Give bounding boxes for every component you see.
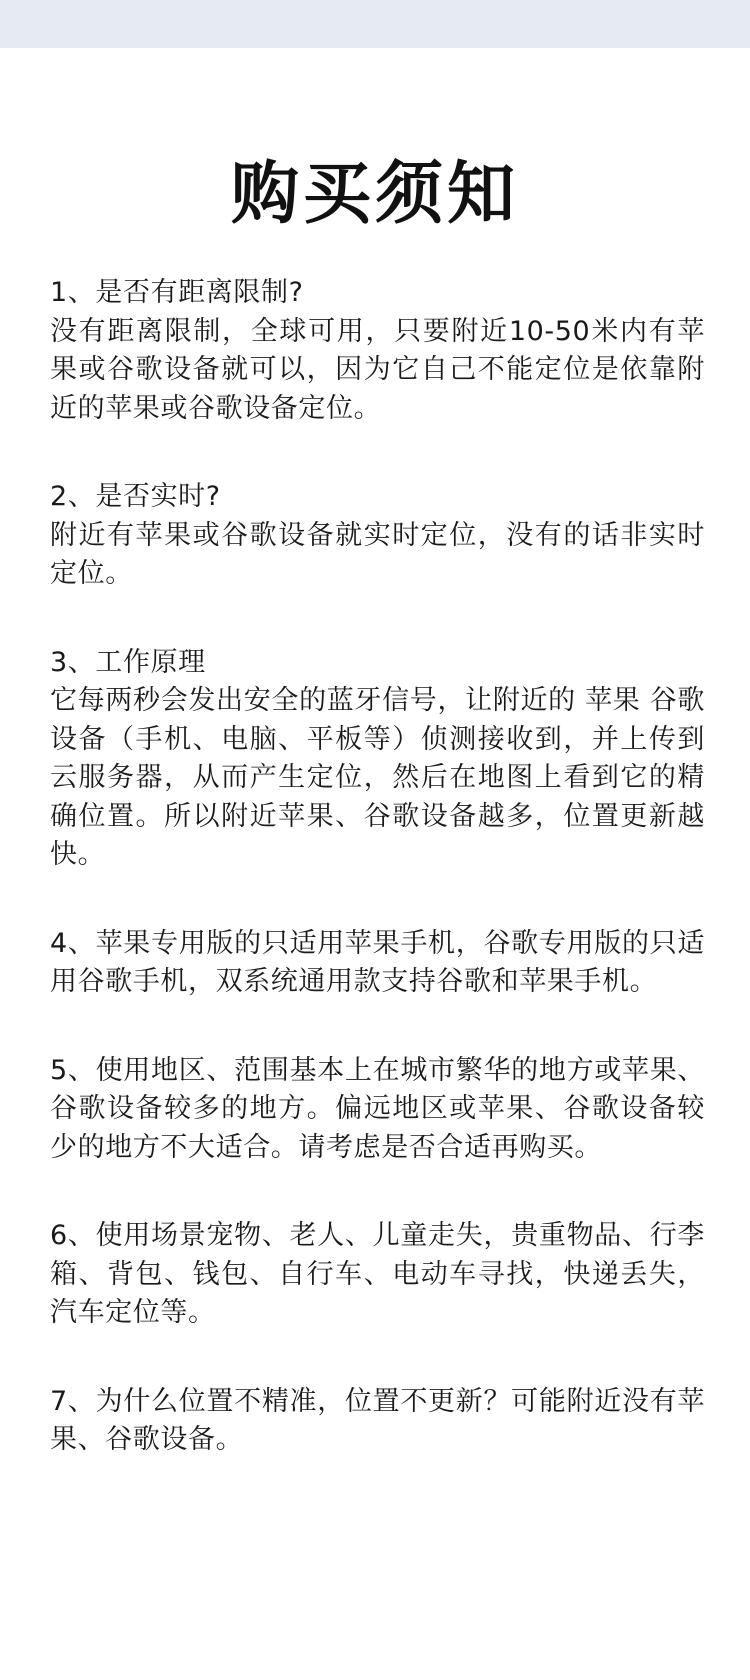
- note-text: 5、使用地区、范围基本上在城市繁华的地方或苹果、谷歌设备较多的地方。偏远地区或苹果、谷歌设备较少的地方不大适合。请考虑是否合适再购买。: [50, 1054, 705, 1163]
- note-item-3: [50, 644, 705, 875]
- note-item-5: [50, 1052, 705, 1168]
- note-item-2: [50, 478, 705, 594]
- note-item-4: [50, 925, 705, 1002]
- note-item-1: [50, 274, 705, 428]
- note-text: 7、为什么位置不精准，位置不更新？可能附近没有苹果、谷歌设备。: [50, 1385, 705, 1455]
- note-item-7: [50, 1383, 705, 1460]
- note-answer: 它每两秒会发出安全的蓝牙信号，让附近的 苹果 谷歌 设备（手机、电脑、平板等）侦测接收到，并上传到云服务器，从而产生定位，然后在地图上看到它的精确位置。所以附近苹果、谷歌设备越多，位置更新越快。: [50, 685, 705, 870]
- note-item-6: [50, 1217, 705, 1333]
- note-question: 3、工作原理: [50, 646, 206, 678]
- top-banner-band: [0, 0, 750, 48]
- note-text: 6、使用场景宠物、老人、儿童走失，贵重物品、行李箱、背包、钱包、自行车、电动车寻找，快递丢失，汽车定位等。: [50, 1220, 705, 1328]
- purchase-notes-list: [50, 274, 705, 1510]
- note-question: 1、是否有距离限制?: [50, 277, 304, 308]
- note-text: 4、苹果专用版的只适用苹果手机，谷歌专用版的只适用谷歌手机，双系统通用款支持谷歌和苹果手机。: [50, 927, 705, 997]
- page-title: 购买须知: [230, 155, 519, 234]
- note-answer: 没有距离限制，全球可用，只要附近10-50米内有苹果或谷歌设备就可以，因为它自己不能定位是依靠附近的苹果或谷歌设备定位。: [50, 315, 705, 424]
- note-question: 2、是否实时?: [50, 481, 221, 512]
- note-answer: 附近有苹果或谷歌设备就实时定位，没有的话非实时定位。: [50, 519, 705, 589]
